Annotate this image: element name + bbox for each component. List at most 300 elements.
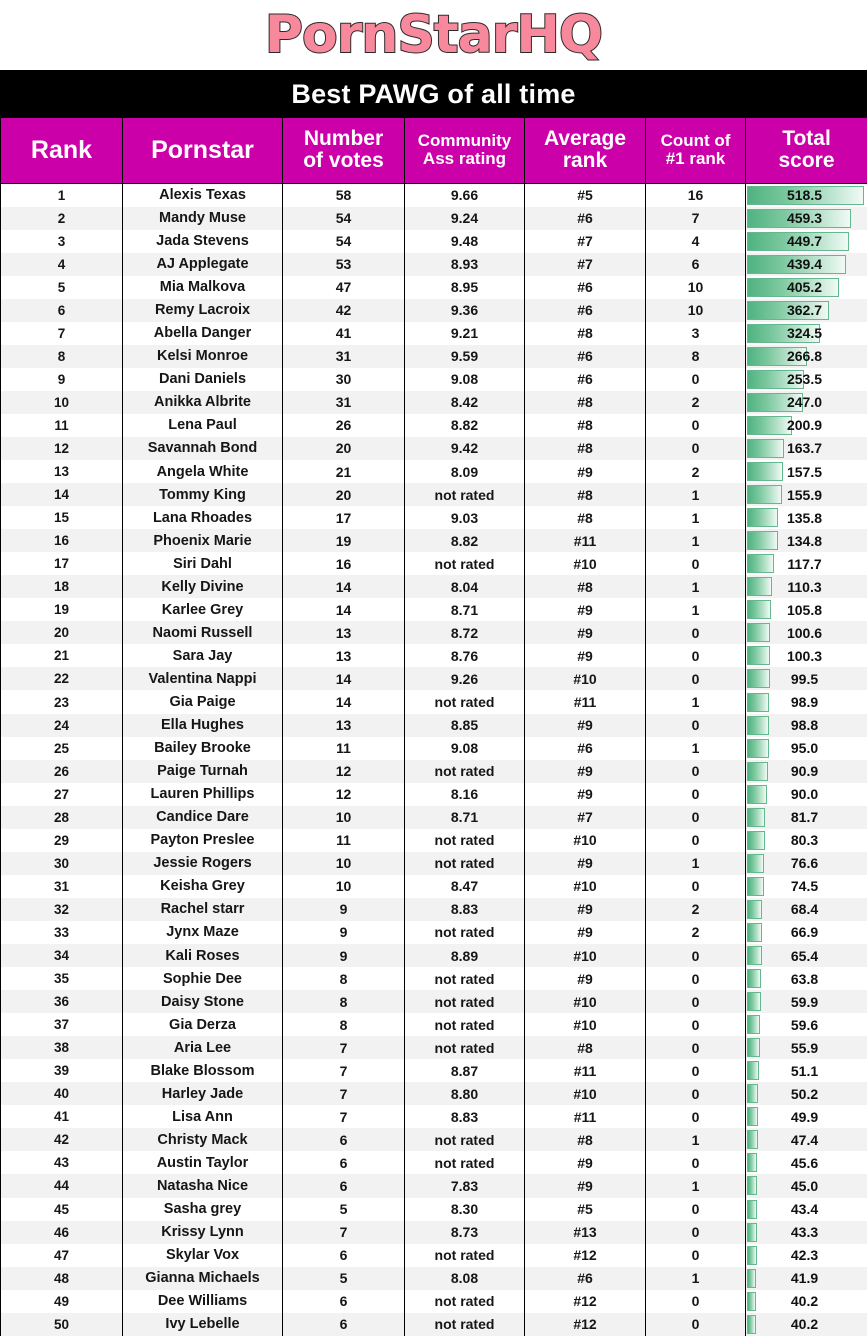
cell-number-of-votes: 8 — [283, 1013, 405, 1036]
column-header-rank[interactable] — [1, 118, 123, 183]
cell-pornstar-name: Harley Jade — [123, 1082, 283, 1105]
cell-pornstar-name: Aria Lee — [123, 1036, 283, 1059]
table-row[interactable] — [1, 437, 867, 460]
score-value-label: 80.3 — [746, 832, 867, 848]
score-value-label: 134.8 — [746, 533, 867, 549]
cell-number-of-votes: 42 — [283, 299, 405, 322]
score-value-label: 66.9 — [746, 924, 867, 940]
score-bar-container — [746, 1198, 867, 1221]
table-row[interactable] — [1, 644, 867, 667]
cell-average-rank: #7 — [525, 253, 646, 276]
cell-rank: 24 — [1, 714, 123, 737]
cell-average-rank: #5 — [525, 1198, 646, 1221]
cell-total-score — [746, 322, 867, 345]
cell-community-ass-rating: not rated — [405, 829, 525, 852]
score-value-label: 362.7 — [746, 302, 867, 318]
score-value-label: 55.9 — [746, 1040, 867, 1056]
score-bar-container — [746, 1151, 867, 1174]
score-bar-container — [746, 506, 867, 529]
cell-rank: 27 — [1, 783, 123, 806]
cell-pornstar-name: Austin Taylor — [123, 1151, 283, 1174]
cell-total-score — [746, 207, 867, 230]
score-value-label: 98.8 — [746, 717, 867, 733]
score-value-label: 405.2 — [746, 279, 867, 295]
cell-community-ass-rating: 9.26 — [405, 667, 525, 690]
table-row[interactable] — [1, 506, 867, 529]
table-row[interactable] — [1, 552, 867, 575]
table-row[interactable] — [1, 714, 867, 737]
cell-community-ass-rating: not rated — [405, 483, 525, 506]
cell-rank: 8 — [1, 345, 123, 368]
cell-count-of-no1-rank: 0 — [646, 644, 746, 667]
cell-rank: 50 — [1, 1313, 123, 1336]
cell-total-score — [746, 1221, 867, 1244]
table-row[interactable] — [1, 253, 867, 276]
cell-total-score — [746, 1082, 867, 1105]
table-row[interactable] — [1, 944, 867, 967]
cell-average-rank: #8 — [525, 1036, 646, 1059]
cell-community-ass-rating: not rated — [405, 990, 525, 1013]
score-bar-container — [746, 944, 867, 967]
cell-number-of-votes: 9 — [283, 944, 405, 967]
cell-community-ass-rating: 8.83 — [405, 1105, 525, 1128]
cell-number-of-votes: 54 — [283, 230, 405, 253]
cell-average-rank: #8 — [525, 483, 646, 506]
cell-community-ass-rating: 8.47 — [405, 875, 525, 898]
column-header-count-line1: Count of — [646, 132, 745, 150]
cell-count-of-no1-rank: 0 — [646, 437, 746, 460]
cell-total-score — [746, 667, 867, 690]
cell-count-of-no1-rank: 2 — [646, 898, 746, 921]
score-bar-container — [746, 806, 867, 829]
cell-community-ass-rating: not rated — [405, 552, 525, 575]
cell-rank: 6 — [1, 299, 123, 322]
cell-total-score — [746, 1151, 867, 1174]
cell-pornstar-name: Paige Turnah — [123, 760, 283, 783]
cell-count-of-no1-rank: 10 — [646, 299, 746, 322]
cell-average-rank: #5 — [525, 183, 646, 207]
cell-rank: 12 — [1, 437, 123, 460]
table-row[interactable] — [1, 667, 867, 690]
table-row[interactable] — [1, 1036, 867, 1059]
score-bar-container — [746, 230, 867, 253]
score-bar-container — [746, 990, 867, 1013]
cell-community-ass-rating: 9.08 — [405, 737, 525, 760]
table-row[interactable] — [1, 345, 867, 368]
cell-number-of-votes: 58 — [283, 183, 405, 207]
cell-number-of-votes: 13 — [283, 621, 405, 644]
column-header-rank-line1: Rank — [1, 137, 122, 164]
cell-number-of-votes: 26 — [283, 414, 405, 437]
score-bar-container — [746, 575, 867, 598]
table-row[interactable] — [1, 829, 867, 852]
table-row[interactable] — [1, 783, 867, 806]
cell-pornstar-name: Ivy Lebelle — [123, 1313, 283, 1336]
cell-number-of-votes: 54 — [283, 207, 405, 230]
cell-pornstar-name: Gia Paige — [123, 690, 283, 713]
score-bar-container — [746, 184, 867, 207]
score-value-label: 90.0 — [746, 786, 867, 802]
score-bar-container — [746, 621, 867, 644]
cell-total-score — [746, 1198, 867, 1221]
cell-number-of-votes: 6 — [283, 1313, 405, 1336]
score-value-label: 81.7 — [746, 809, 867, 825]
cell-pornstar-name: Lana Rhoades — [123, 506, 283, 529]
cell-number-of-votes: 13 — [283, 714, 405, 737]
cell-total-score — [746, 1105, 867, 1128]
score-value-label: 45.0 — [746, 1178, 867, 1194]
table-row[interactable] — [1, 207, 867, 230]
cell-community-ass-rating: 8.73 — [405, 1221, 525, 1244]
cell-rank: 19 — [1, 598, 123, 621]
cell-pornstar-name: Dee Williams — [123, 1290, 283, 1313]
cell-average-rank: #9 — [525, 898, 646, 921]
cell-community-ass-rating: 8.09 — [405, 460, 525, 483]
table-row[interactable] — [1, 276, 867, 299]
cell-community-ass-rating: 8.71 — [405, 806, 525, 829]
table-header-row — [1, 118, 867, 183]
table-row[interactable] — [1, 1013, 867, 1036]
score-value-label: 41.9 — [746, 1270, 867, 1286]
table-row[interactable] — [1, 737, 867, 760]
score-bar-container — [746, 737, 867, 760]
cell-count-of-no1-rank: 0 — [646, 1221, 746, 1244]
cell-pornstar-name: Karlee Grey — [123, 598, 283, 621]
cell-count-of-no1-rank: 0 — [646, 783, 746, 806]
table-row[interactable] — [1, 575, 867, 598]
column-header-total-score[interactable] — [746, 118, 867, 183]
cell-community-ass-rating: 8.30 — [405, 1198, 525, 1221]
ranking-table — [0, 118, 867, 1336]
cell-total-score — [746, 783, 867, 806]
cell-number-of-votes: 14 — [283, 690, 405, 713]
cell-count-of-no1-rank: 0 — [646, 414, 746, 437]
cell-number-of-votes: 20 — [283, 437, 405, 460]
cell-rank: 43 — [1, 1151, 123, 1174]
column-header-pornstar[interactable] — [123, 118, 283, 183]
cell-average-rank: #10 — [525, 944, 646, 967]
cell-rank: 32 — [1, 898, 123, 921]
cell-community-ass-rating: 9.48 — [405, 230, 525, 253]
cell-pornstar-name: Phoenix Marie — [123, 529, 283, 552]
score-value-label: 99.5 — [746, 671, 867, 687]
cell-number-of-votes: 53 — [283, 253, 405, 276]
cell-total-score — [746, 714, 867, 737]
table-row[interactable] — [1, 1244, 867, 1267]
cell-rank: 39 — [1, 1059, 123, 1082]
cell-count-of-no1-rank: 2 — [646, 921, 746, 944]
table-row[interactable] — [1, 299, 867, 322]
cell-average-rank: #6 — [525, 368, 646, 391]
cell-community-ass-rating: 8.16 — [405, 783, 525, 806]
table-row[interactable] — [1, 990, 867, 1013]
cell-number-of-votes: 6 — [283, 1290, 405, 1313]
column-header-avg-line2: rank — [525, 150, 645, 173]
score-bar-container — [746, 852, 867, 875]
cell-community-ass-rating: 9.21 — [405, 322, 525, 345]
cell-count-of-no1-rank: 0 — [646, 990, 746, 1013]
cell-rank: 18 — [1, 575, 123, 598]
cell-rank: 36 — [1, 990, 123, 1013]
column-header-votes-line1: Number — [283, 128, 404, 151]
table-row[interactable] — [1, 898, 867, 921]
column-header-count-of-no1-rank[interactable] — [646, 118, 746, 183]
cell-count-of-no1-rank: 10 — [646, 276, 746, 299]
table-row[interactable] — [1, 1290, 867, 1313]
cell-rank: 14 — [1, 483, 123, 506]
cell-count-of-no1-rank: 1 — [646, 852, 746, 875]
score-bar-container — [746, 714, 867, 737]
table-row[interactable] — [1, 621, 867, 644]
cell-pornstar-name: Blake Blossom — [123, 1059, 283, 1082]
cell-community-ass-rating: 8.89 — [405, 944, 525, 967]
column-header-community-ass-rating[interactable] — [405, 118, 525, 183]
cell-pornstar-name: Kali Roses — [123, 944, 283, 967]
table-row[interactable] — [1, 1174, 867, 1197]
score-value-label: 43.4 — [746, 1201, 867, 1217]
cell-pornstar-name: Naomi Russell — [123, 621, 283, 644]
cell-pornstar-name: Tommy King — [123, 483, 283, 506]
cell-number-of-votes: 7 — [283, 1036, 405, 1059]
column-header-rating-line2: Ass rating — [405, 150, 524, 168]
score-bar-container — [746, 1105, 867, 1128]
score-bar-container — [746, 552, 867, 575]
score-value-label: 63.8 — [746, 971, 867, 987]
cell-count-of-no1-rank: 0 — [646, 944, 746, 967]
cell-rank: 35 — [1, 967, 123, 990]
cell-rank: 28 — [1, 806, 123, 829]
cell-rank: 29 — [1, 829, 123, 852]
cell-average-rank: #10 — [525, 1013, 646, 1036]
score-bar-container — [746, 345, 867, 368]
table-row[interactable] — [1, 690, 867, 713]
table-row[interactable] — [1, 967, 867, 990]
cell-total-score — [746, 1267, 867, 1290]
cell-pornstar-name: Kelly Divine — [123, 575, 283, 598]
table-row[interactable] — [1, 1059, 867, 1082]
cell-rank: 17 — [1, 552, 123, 575]
cell-average-rank: #10 — [525, 990, 646, 1013]
cell-total-score — [746, 737, 867, 760]
score-value-label: 50.2 — [746, 1086, 867, 1102]
cell-pornstar-name: Kelsi Monroe — [123, 345, 283, 368]
score-bar-container — [746, 1013, 867, 1036]
table-row[interactable] — [1, 1151, 867, 1174]
cell-rank: 46 — [1, 1221, 123, 1244]
cell-rank: 37 — [1, 1013, 123, 1036]
cell-pornstar-name: Candice Dare — [123, 806, 283, 829]
cell-pornstar-name: Gia Derza — [123, 1013, 283, 1036]
cell-number-of-votes: 11 — [283, 829, 405, 852]
score-bar-container — [746, 1290, 867, 1313]
score-bar-container — [746, 921, 867, 944]
score-bar-container — [746, 1036, 867, 1059]
score-bar-container — [746, 783, 867, 806]
cell-community-ass-rating: 8.82 — [405, 414, 525, 437]
cell-average-rank: #6 — [525, 1267, 646, 1290]
cell-average-rank: #9 — [525, 1174, 646, 1197]
cell-total-score — [746, 483, 867, 506]
table-row[interactable] — [1, 852, 867, 875]
table-row[interactable] — [1, 1267, 867, 1290]
cell-rank: 47 — [1, 1244, 123, 1267]
cell-pornstar-name: Lena Paul — [123, 414, 283, 437]
cell-number-of-votes: 8 — [283, 990, 405, 1013]
cell-average-rank: #9 — [525, 967, 646, 990]
cell-average-rank: #10 — [525, 552, 646, 575]
table-row[interactable] — [1, 391, 867, 414]
cell-pornstar-name: Payton Preslee — [123, 829, 283, 852]
table-row[interactable] — [1, 921, 867, 944]
table-row[interactable] — [1, 322, 867, 345]
table-row[interactable] — [1, 483, 867, 506]
cell-average-rank: #9 — [525, 644, 646, 667]
cell-number-of-votes: 14 — [283, 575, 405, 598]
cell-number-of-votes: 6 — [283, 1244, 405, 1267]
table-row[interactable] — [1, 1221, 867, 1244]
cell-number-of-votes: 16 — [283, 552, 405, 575]
cell-rank: 3 — [1, 230, 123, 253]
cell-average-rank: #7 — [525, 806, 646, 829]
table-row[interactable] — [1, 1198, 867, 1221]
cell-count-of-no1-rank: 16 — [646, 183, 746, 207]
cell-average-rank: #11 — [525, 1105, 646, 1128]
score-bar-container — [746, 207, 867, 230]
cell-number-of-votes: 14 — [283, 598, 405, 621]
cell-pornstar-name: Alexis Texas — [123, 183, 283, 207]
cell-total-score — [746, 299, 867, 322]
cell-rank: 11 — [1, 414, 123, 437]
cell-number-of-votes: 21 — [283, 460, 405, 483]
cell-number-of-votes: 11 — [283, 737, 405, 760]
cell-count-of-no1-rank: 0 — [646, 1198, 746, 1221]
cell-pornstar-name: Rachel starr — [123, 898, 283, 921]
score-bar-container — [746, 1313, 867, 1336]
cell-community-ass-rating: 8.93 — [405, 253, 525, 276]
score-value-label: 157.5 — [746, 464, 867, 480]
cell-rank: 20 — [1, 621, 123, 644]
column-header-pornstar-line1: Pornstar — [123, 137, 282, 164]
site-logo-banner — [0, 0, 867, 70]
table-row[interactable] — [1, 529, 867, 552]
score-bar-container — [746, 437, 867, 460]
cell-pornstar-name: Mandy Muse — [123, 207, 283, 230]
score-value-label: 43.3 — [746, 1224, 867, 1240]
cell-number-of-votes: 12 — [283, 760, 405, 783]
table-row[interactable] — [1, 1105, 867, 1128]
cell-total-score — [746, 391, 867, 414]
cell-count-of-no1-rank: 0 — [646, 368, 746, 391]
cell-average-rank: #8 — [525, 437, 646, 460]
cell-number-of-votes: 5 — [283, 1198, 405, 1221]
column-header-average-rank[interactable] — [525, 118, 646, 183]
cell-rank: 42 — [1, 1128, 123, 1151]
table-row[interactable] — [1, 460, 867, 483]
table-row[interactable] — [1, 230, 867, 253]
cell-pornstar-name: Daisy Stone — [123, 990, 283, 1013]
cell-count-of-no1-rank: 1 — [646, 506, 746, 529]
score-value-label: 65.4 — [746, 948, 867, 964]
score-value-label: 95.0 — [746, 740, 867, 756]
cell-rank: 30 — [1, 852, 123, 875]
cell-total-score — [746, 437, 867, 460]
cell-count-of-no1-rank: 0 — [646, 1036, 746, 1059]
cell-average-rank: #6 — [525, 737, 646, 760]
cell-rank: 15 — [1, 506, 123, 529]
table-row[interactable] — [1, 1313, 867, 1336]
cell-count-of-no1-rank: 0 — [646, 1059, 746, 1082]
cell-average-rank: #9 — [525, 714, 646, 737]
table-row[interactable] — [1, 183, 867, 207]
score-value-label: 51.1 — [746, 1063, 867, 1079]
cell-total-score — [746, 368, 867, 391]
page-title: Best PAWG of all time — [291, 79, 575, 110]
cell-total-score — [746, 345, 867, 368]
score-bar-container — [746, 1267, 867, 1290]
table-row[interactable] — [1, 875, 867, 898]
cell-total-score — [746, 644, 867, 667]
cell-average-rank: #8 — [525, 391, 646, 414]
table-row[interactable] — [1, 598, 867, 621]
table-row[interactable] — [1, 806, 867, 829]
cell-total-score — [746, 1036, 867, 1059]
cell-community-ass-rating: not rated — [405, 967, 525, 990]
cell-count-of-no1-rank: 0 — [646, 806, 746, 829]
cell-community-ass-rating: not rated — [405, 760, 525, 783]
cell-average-rank: #10 — [525, 667, 646, 690]
cell-average-rank: #6 — [525, 207, 646, 230]
cell-count-of-no1-rank: 1 — [646, 598, 746, 621]
score-value-label: 110.3 — [746, 579, 867, 595]
cell-count-of-no1-rank: 0 — [646, 1244, 746, 1267]
cell-community-ass-rating: 8.87 — [405, 1059, 525, 1082]
cell-count-of-no1-rank: 0 — [646, 621, 746, 644]
cell-number-of-votes: 20 — [283, 483, 405, 506]
cell-number-of-votes: 14 — [283, 667, 405, 690]
cell-pornstar-name: Siri Dahl — [123, 552, 283, 575]
table-row[interactable] — [1, 760, 867, 783]
column-header-votes-line2: of votes — [283, 150, 404, 173]
cell-total-score — [746, 944, 867, 967]
table-row[interactable] — [1, 1128, 867, 1151]
table-row[interactable] — [1, 414, 867, 437]
table-row[interactable] — [1, 368, 867, 391]
table-row[interactable] — [1, 1082, 867, 1105]
cell-community-ass-rating: 9.66 — [405, 183, 525, 207]
score-value-label: 266.8 — [746, 348, 867, 364]
cell-community-ass-rating: 7.83 — [405, 1174, 525, 1197]
cell-count-of-no1-rank: 8 — [646, 345, 746, 368]
cell-total-score — [746, 598, 867, 621]
score-bar-container — [746, 967, 867, 990]
cell-total-score — [746, 506, 867, 529]
cell-community-ass-rating: 8.83 — [405, 898, 525, 921]
cell-number-of-votes: 30 — [283, 368, 405, 391]
cell-total-score — [746, 760, 867, 783]
cell-community-ass-rating: not rated — [405, 1013, 525, 1036]
cell-total-score — [746, 1244, 867, 1267]
cell-rank: 5 — [1, 276, 123, 299]
score-bar-container — [746, 1082, 867, 1105]
cell-community-ass-rating: not rated — [405, 690, 525, 713]
cell-count-of-no1-rank: 1 — [646, 529, 746, 552]
page-title-bar — [0, 70, 867, 118]
score-value-label: 163.7 — [746, 440, 867, 456]
cell-count-of-no1-rank: 7 — [646, 207, 746, 230]
cell-average-rank: #11 — [525, 690, 646, 713]
column-header-number-of-votes[interactable] — [283, 118, 405, 183]
score-value-label: 59.9 — [746, 994, 867, 1010]
